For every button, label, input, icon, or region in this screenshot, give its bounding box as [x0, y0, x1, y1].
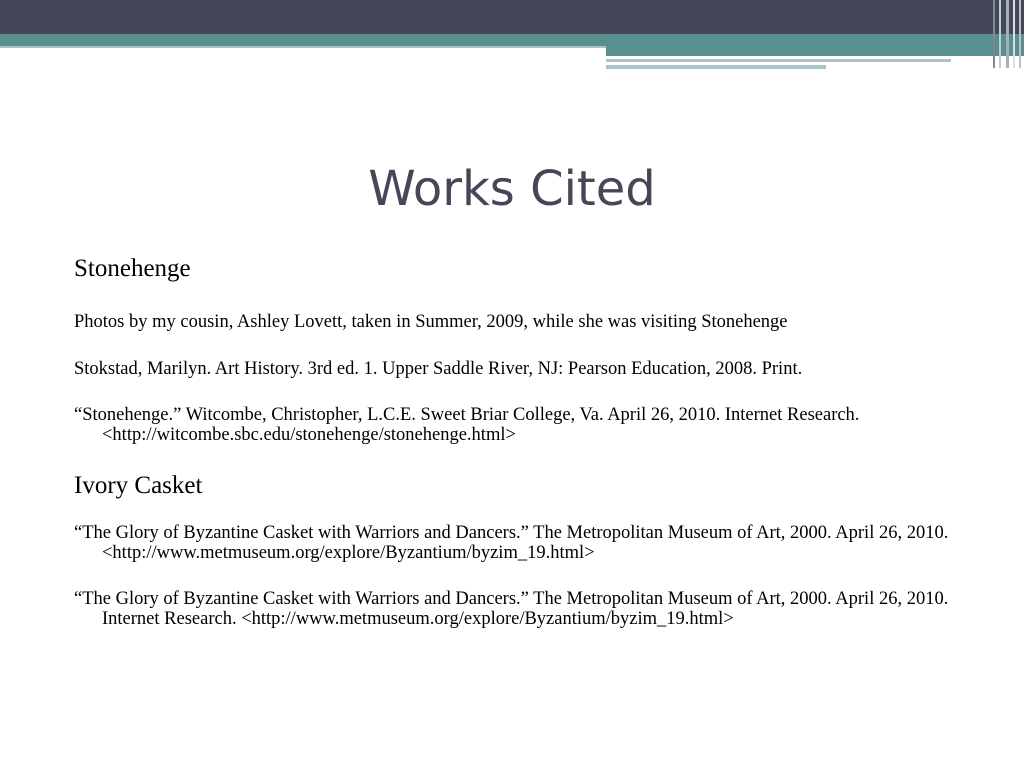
header-vertical-line: [993, 0, 995, 68]
header-accent-block: [606, 46, 1024, 56]
header-thin-line: [0, 46, 606, 48]
citation-item: “The Glory of Byzantine Casket with Warriors and Dancers.” The Metropolitan Museum of Art, 2000. April 26, 2010. Internet Research. <http://www.metmuseum.org/explore/Byzantium/byzim_19.html>: [74, 589, 949, 629]
section-heading-stonehenge: Stonehenge: [74, 255, 191, 282]
citation-item: “The Glory of Byzantine Casket with Warriors and Dancers.” The Metropolitan Museum of Art, 2000. April 26, 2010. <http://www.metmuseum.org/explore/Byzantium/byzim_19.html>: [74, 523, 949, 563]
header-accent-line-short: [606, 65, 826, 69]
header-bar: [0, 0, 1024, 34]
citation-item: Stokstad, Marilyn. Art History. 3rd ed. 1. Upper Saddle River, NJ: Pearson Education, 2008. Print.: [74, 359, 803, 379]
header-vertical-line: [999, 0, 1001, 68]
slide-content: [74, 250, 974, 629]
header-vertical-line: [1013, 0, 1015, 68]
slide-title: Works Cited: [368, 161, 656, 217]
citation-item: Photos by my cousin, Ashley Lovett, taken in Summer, 2009, while she was visiting Stonehenge: [74, 312, 788, 332]
citation-item: “Stonehenge.” Witcombe, Christopher, L.C.E. Sweet Briar College, Va. April 26, 2010. Internet Research. <http://witcombe.sbc.edu/stonehenge/stonehenge.html>: [74, 405, 860, 445]
header-vertical-line: [1006, 0, 1009, 68]
header-vertical-line: [1019, 0, 1021, 68]
section-heading-ivory-casket: Ivory Casket: [74, 472, 203, 499]
header-teal-stripe: [0, 34, 1024, 46]
header-accent-line: [606, 59, 951, 62]
